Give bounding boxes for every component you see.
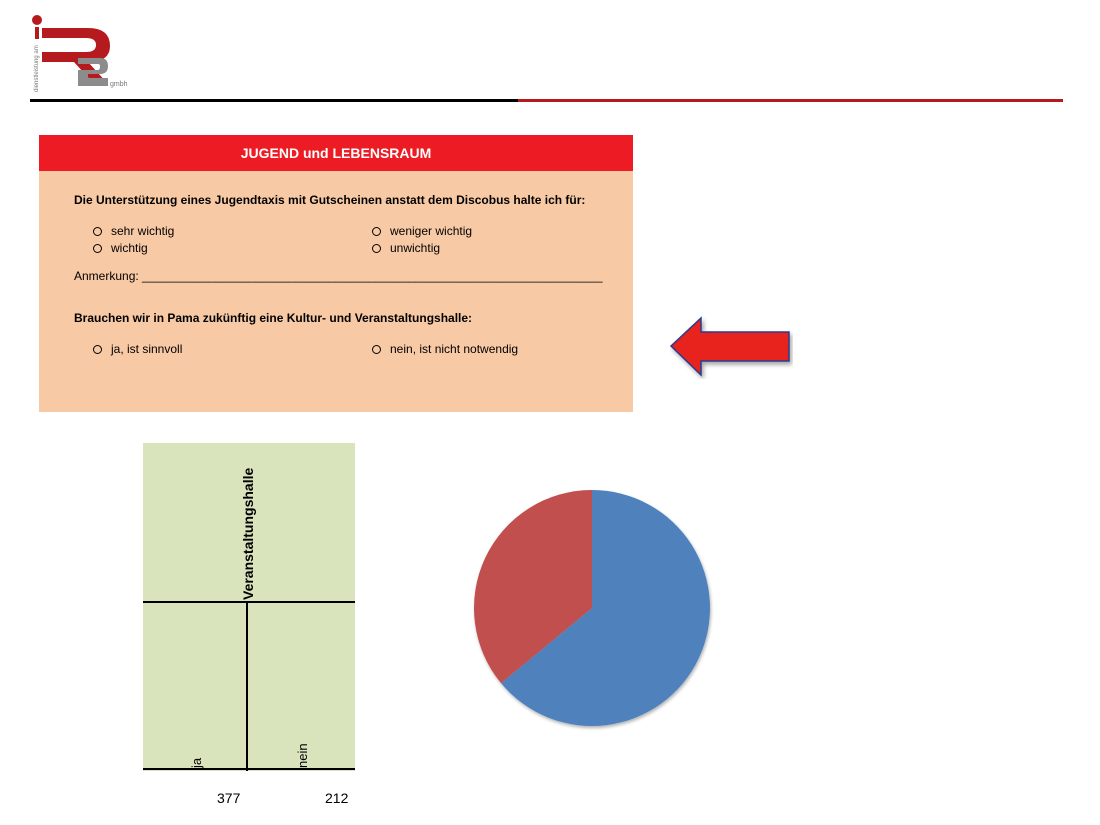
question-1: Die Unterstützung eines Jugendtaxis mit Gutscheinen anstatt dem Discobus halte ich für: [74,193,586,207]
tally-divider-vertical [246,602,248,771]
radio-icon [93,345,102,354]
q2-option-2: nein, ist nicht notwendig [372,342,518,356]
header-rule-red [518,99,1063,102]
question-2: Brauchen wir in Pama zukünftig eine Kultur- und Veranstaltungshalle: [74,311,473,325]
tally-label-ja: ja [189,757,204,768]
tally-value-nein: 212 [325,790,349,806]
pie-chart [470,486,715,731]
tally-table [143,443,355,771]
tally-label-nein: nein [295,743,310,768]
card-header: JUGEND und LEBENSRAUM [39,135,633,171]
header-rule-black [30,99,518,102]
remark-line: Anmerkung: _____________________________________________________________________ [74,269,603,283]
radio-icon [372,244,381,253]
logo-suffix: gmbh [110,81,128,88]
left-arrow-icon [668,315,793,379]
q1-option-2: wichtig [93,241,148,255]
radio-icon [93,227,102,236]
radio-icon [93,244,102,253]
q1-option-3: weniger wichtig [372,224,472,238]
radio-icon [372,345,381,354]
questionnaire-card [39,135,633,412]
logo-side-text: dienstleistung am [34,45,40,92]
q1-option-4: unwichtig [372,241,440,255]
company-logo [28,12,138,92]
tally-baseline [143,768,355,770]
q1-option-1: sehr wichtig [93,224,174,238]
tally-divider-horizontal [143,601,355,603]
tally-value-ja: 377 [217,790,241,806]
q2-option-1: ja, ist sinnvoll [93,342,182,356]
radio-icon [372,227,381,236]
tally-title: Veranstaltungshalle [240,467,256,600]
